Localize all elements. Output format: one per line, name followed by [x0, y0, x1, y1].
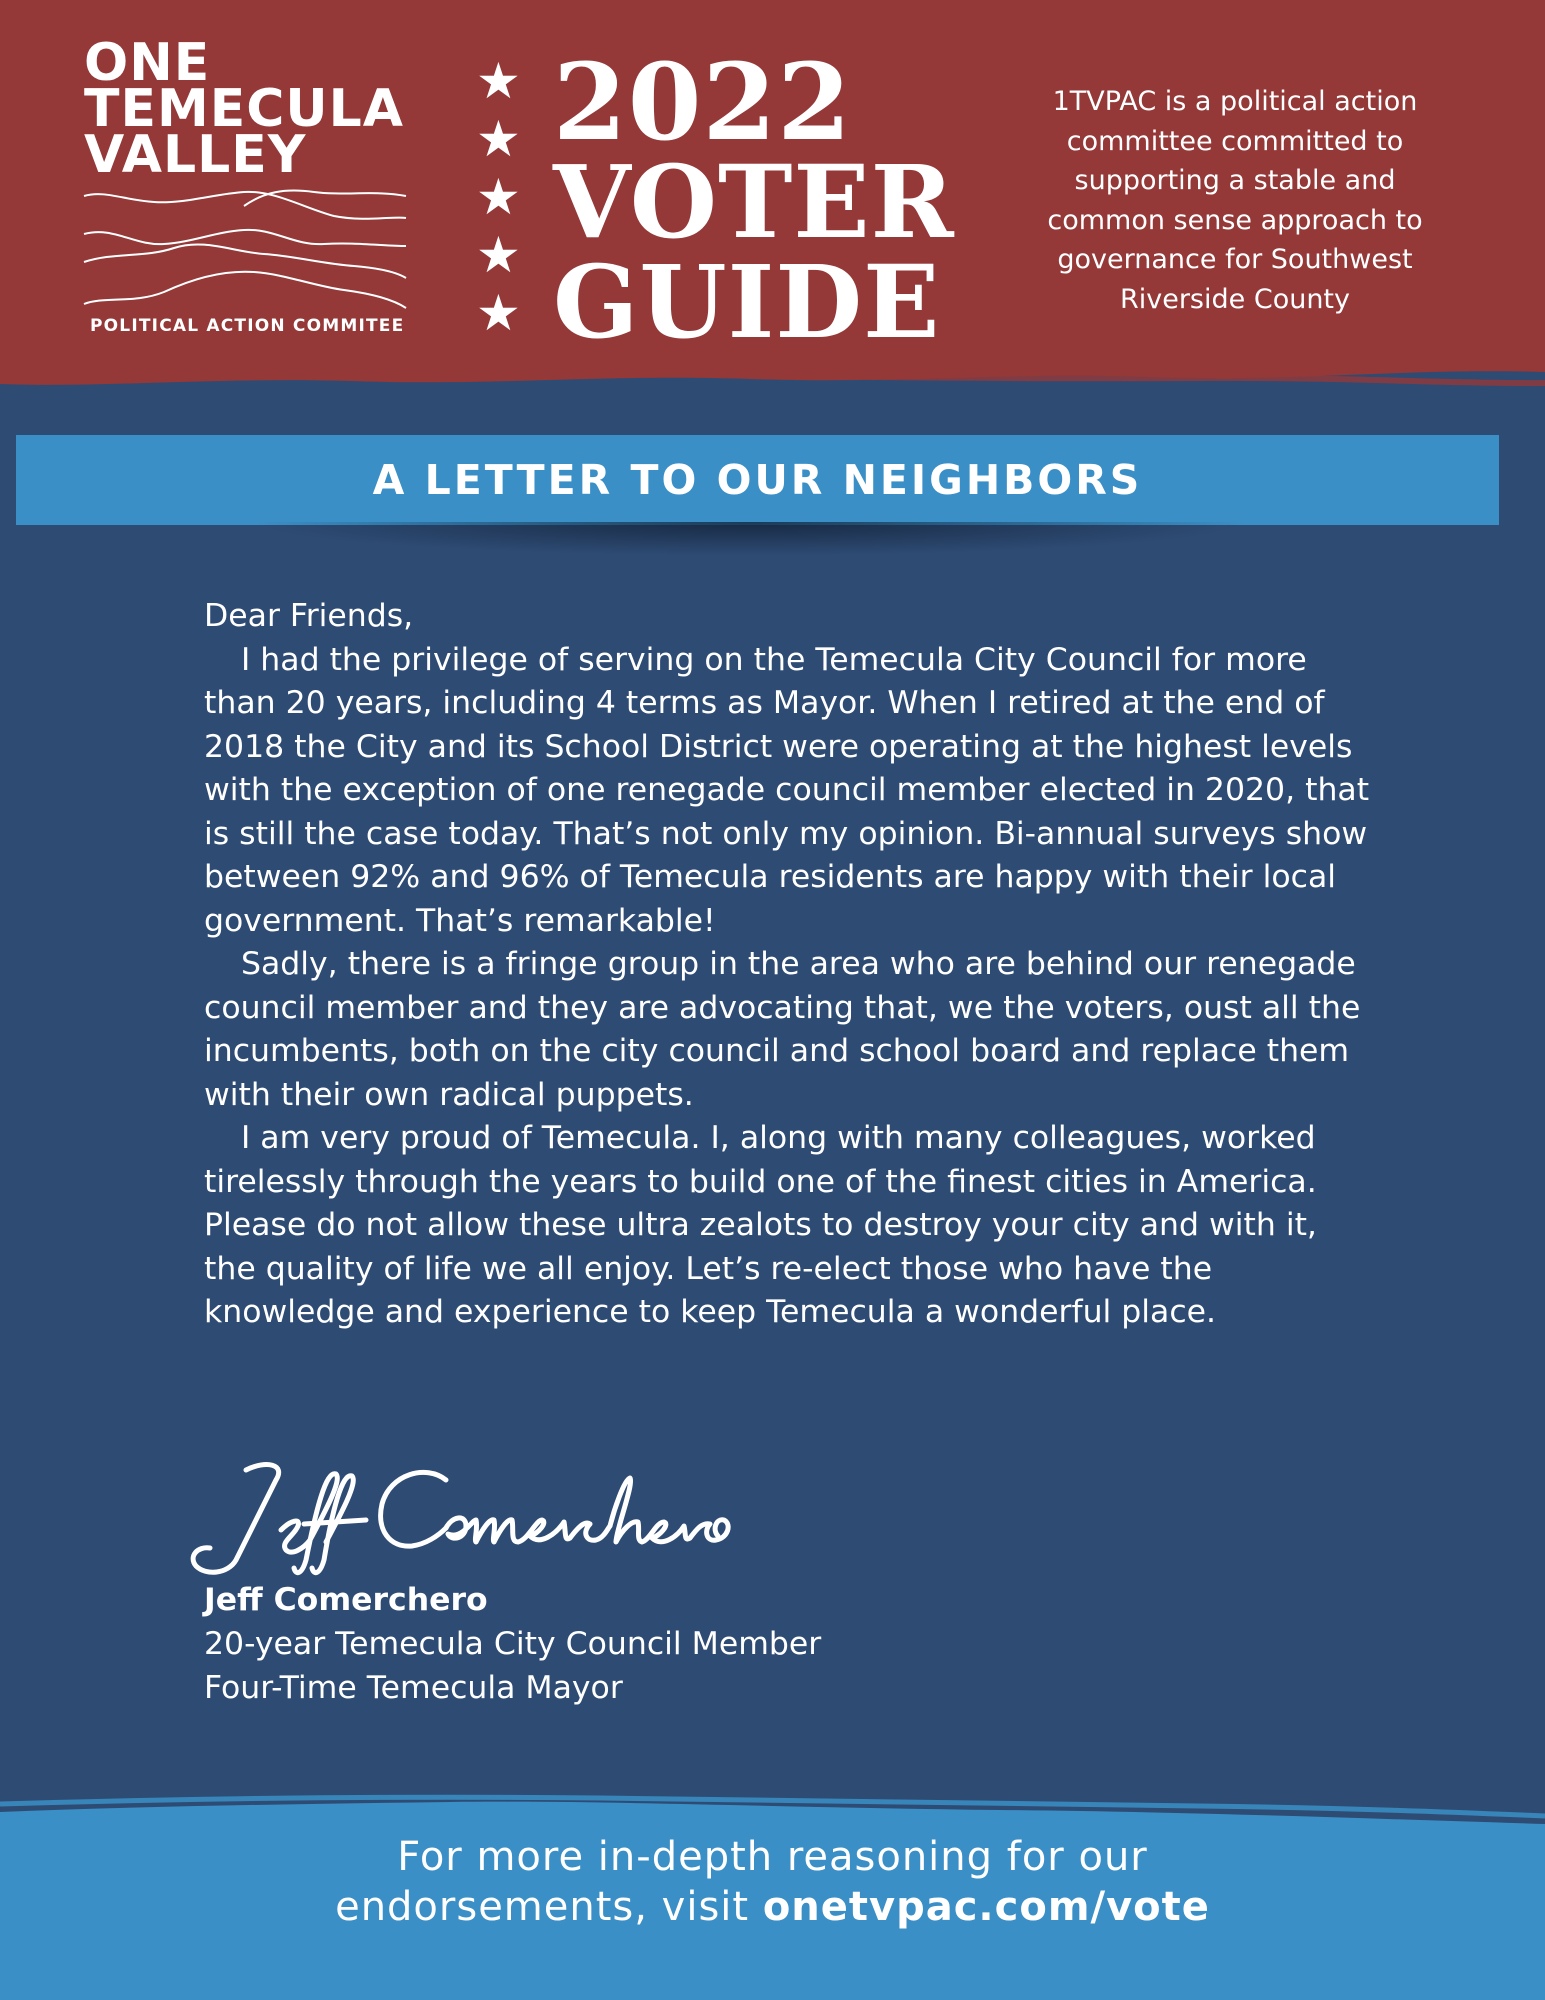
letter-paragraph-1: I had the privilege of serving on the Temecula City Council for more than 20 years, including 4 terms as Mayor. When I retired at the end of 2018 the City and its School District were operating at the highest levels with the exception of one renegade council member elected in 2020, that is still the case today. That’s not only my opinion. Bi-annual surveys show between 92% and 96% of Temecula residents are happy with their local government. That’s remarkable!	[204, 641, 1370, 939]
logo-line-2: TEMECULA	[84, 79, 405, 139]
logo-line-3: VALLEY	[84, 125, 307, 185]
logo-subtitle: POLITICAL ACTION COMMITEE	[90, 316, 405, 336]
signer-title-2: Four-Time Temecula Mayor	[204, 1670, 623, 1706]
signature-block	[204, 1578, 821, 1710]
letter-body	[204, 595, 1374, 1335]
signature-text: Jeff Comerchero	[176, 1435, 305, 1454]
star-icon: ★	[476, 284, 521, 342]
handwritten-signature	[176, 1435, 756, 1580]
footer-line-2	[0, 1882, 1545, 1932]
footer-call-to-action	[0, 1832, 1545, 1932]
logo-line-1: ONE	[84, 33, 211, 93]
signer-title-1: 20-year Temecula City Council Member	[204, 1626, 822, 1662]
title-voter: VOTER	[553, 143, 955, 261]
banner-title: A LETTER TO OUR NEIGHBORS	[372, 456, 1143, 504]
banner-shadow	[250, 522, 1250, 556]
letter-paragraph-2: Sadly, there is a fringe group in the area who are behind our renegade council member and they are advocating that, we the voters, oust all the incumbents, both on the city council and school board and replace them with their own radical puppets.	[204, 946, 1361, 1113]
title-year: 2022	[553, 39, 853, 164]
voter-guide-title	[553, 39, 955, 361]
footer	[0, 1790, 1545, 2000]
header	[0, 0, 1545, 385]
star-icon: ★	[476, 226, 521, 284]
star-icon: ★	[476, 168, 521, 226]
footer-line-2-prefix: endorsements, visit	[335, 1884, 763, 1930]
mountain-lines-icon	[84, 186, 414, 316]
star-icon: ★	[476, 52, 521, 110]
letter-paragraph-3: I am very proud of Temecula. I, along with many colleagues, worked tirelessly through the years to build one of the finest cities in America. Please do not allow these ultra zealots to destroy your city and with it, the quality of life we all enjoy. Let’s re-elect those who have the knowledge and experience to keep Temecula a wonderful place.	[204, 1120, 1317, 1330]
signer-name: Jeff Comerchero	[204, 1582, 488, 1618]
organization-logo	[84, 33, 414, 340]
section-banner	[16, 435, 1499, 525]
mission-statement: 1TVPAC is a political action committee committed to supporting a stable and common sense approach to governance for Southwest Riverside County	[1047, 86, 1423, 315]
star-column	[476, 52, 520, 342]
footer-line-1: For more in-depth reasoning for our	[397, 1834, 1148, 1880]
title-guide: GUIDE	[553, 243, 941, 361]
website-link[interactable]: onetvpac.com/vote	[762, 1884, 1210, 1930]
letter-salutation: Dear Friends,	[204, 598, 414, 634]
star-icon: ★	[476, 110, 521, 168]
